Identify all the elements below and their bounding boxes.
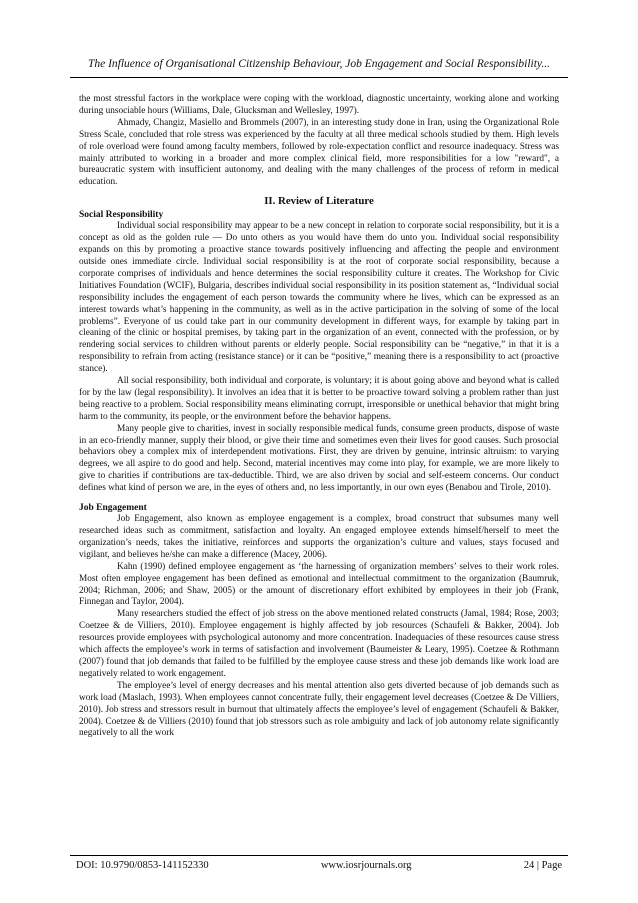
body-paragraph: Ahmady, Changiz, Masiello and Brommels (2007), in an interesting study done in Iran, using the Organizational Role Stress Scale, concluded that role stress was experienced by the faculty at all three medical schools studied by them. High levels of role overload were found among faculty members, followed by role-expectation conflict and resource inadequacy. Stress was mainly attributed to working in a broader and more complex clinical field, more responsibilities for a low "reward", a bureaucratic system with insufficient autonomy, and dealing with the many challenges of the process of reform in medical education. (79, 117, 559, 188)
header-rule (70, 77, 568, 78)
body-paragraph: Individual social responsibility may appear to be a new concept in relation to corporate social responsibility, but it is a concept as old as the golden rule — Do unto others as you would have them do unto you. Individual social responsibility expands on this by promoting a proactive stance towards positively influencing and affecting the people and environment outside ones immediate circle. Individual social responsibility is at the root of corporate social responsibility, because a corporate comprises of individuals and hence determines the social responsibility culture it creates. The Workshop for Civic Initiatives Foundation (WCIF), Bulgaria, describes individual social responsibility in its position statement as, “Individual social responsibility includes the engagement of each person towards the community where he lives, which can be expressed as an interest towards what’s happening in the community, as well as in the active participation in the solving of some of the local problems”. Everyone of us could take part in our community development in different ways, for example by taking part in cleaning of the clinic or hospital premises, by taking part in the organization of an event, connected with the profession, or by rendering social services to children without parents or elderly people. Social responsibility can be “negative,” in that it is a responsibility to refrain from acting (resistance stance) or it can be “positive,” meaning there is a responsibility to act (proactive stance). (79, 221, 559, 375)
body-paragraph: Many people give to charities, invest in socially responsible medical funds, consume green products, dispose of waste in an eco-friendly manner, supply their blood, or give their time and sometimes even their lives for good causes. Such prosocial behaviors obey a complex mix of interdependent motivations. First, they are driven by genuine, intrinsic altruism: to varying degrees, we all aspire to do good and help. Second, material incentives may come into play, for example, we are more likely to give to charities if contributions are tax-deductible. Third, we are also driven by social and self-esteem concerns. Our conduct defines what kind of person we are, in the eyes of others and, no less importantly, in our own eyes (Benabou and Tirole, 2010). (79, 423, 559, 494)
footer-doi: DOI: 10.9790/0853-141152330 (76, 860, 209, 871)
subsection-heading-social-responsibility: Social Responsibility (79, 210, 164, 221)
page-body (79, 94, 559, 740)
body-paragraph: Kahn (1990) defined employee engagement as ‘the harnessing of organization members’ selves to their work roles. Most often employee engagement has been defined as emotional and intellectual commitment to the organization (Baumruk, 2004; Richman, 2006; and Shaw, 2005) or the amount of discretionary effort exhibited by employees in their job (Frank, Finnegan and Taylor, 2004). (79, 561, 559, 608)
section-heading: II. Review of Literature (264, 195, 374, 208)
footer-website: www.iosrjournals.org (320, 860, 412, 871)
body-paragraph: Many researchers studied the effect of job stress on the above mentioned related constructs (Jamal, 1984; Rose, 2003; Coetzee & de Villiers, 2010). Employee engagement is highly affected by job resources (Schaufeli & Bakker, 2004). Job resources provide employees with psychological autonomy and more concentration. Inadequacies of these resources cause stress which affects the employee’s work in terms of satisfaction and involvement (Baumeister & Leary, 1995). Coetzee & Rothmann (2007) found that job demands that failed to be fulfilled by the employee cause stress and these job demands like work load are negatively related to work engagement. (79, 609, 559, 679)
footer-rule (70, 855, 568, 856)
body-paragraph: Job Engagement, also known as employee engagement is a complex, broad construct that subsumes many well researched ideas such as commitment, satisfaction and loyalty. An engaged employee extends himself/herself to meet the organization’s needs, takes the initiative, reinforces and supports the organization’s culture and values, stays focused and vigilant, and believes he/she can make a difference (Macey, 2006). (79, 514, 559, 560)
body-paragraph: the most stressful factors in the workplace were coping with the workload, diagnostic uncertainty, working alone and working during unsociable hours (Williams, Dale, Glucksman and Wellesley, 1997). (79, 94, 559, 116)
body-paragraph: All social responsibility, both individual and corporate, is voluntary; it is about going above and beyond what is called for by the law (legal responsibility). It involves an idea that it is better to be proactive toward solving a problem rather than just being reactive to a problem. Social responsibility means eliminating corrupt, irresponsible or unethical behavior that might bring harm to the community, its people, or the environment before the behavior happens. (79, 376, 559, 422)
body-paragraph: The employee’s level of energy decreases and his mental attention also gets diverted because of job demands such as work load (Maslach, 1993). When employees cannot concentrate fully, their engagement level decreases (Coetzee & De Villiers, 2010). Job stress and stressors result in burnout that ultimately affects the employee’s level of engagement (Schaufeli & Bakker, 2004). Coetzee & de Villiers (2010) found that job stressors such as role ambiguity and lack of job autonomy relate significantly negatively to all the work (79, 680, 559, 739)
page-footer (76, 860, 562, 871)
footer-page-number: 24 | Page (523, 860, 562, 871)
running-title: The Influence of Organisational Citizenship Behaviour, Job Engagement and Social Responsibility... (87, 58, 551, 70)
subsection-heading-job-engagement: Job Engagement (79, 503, 147, 514)
